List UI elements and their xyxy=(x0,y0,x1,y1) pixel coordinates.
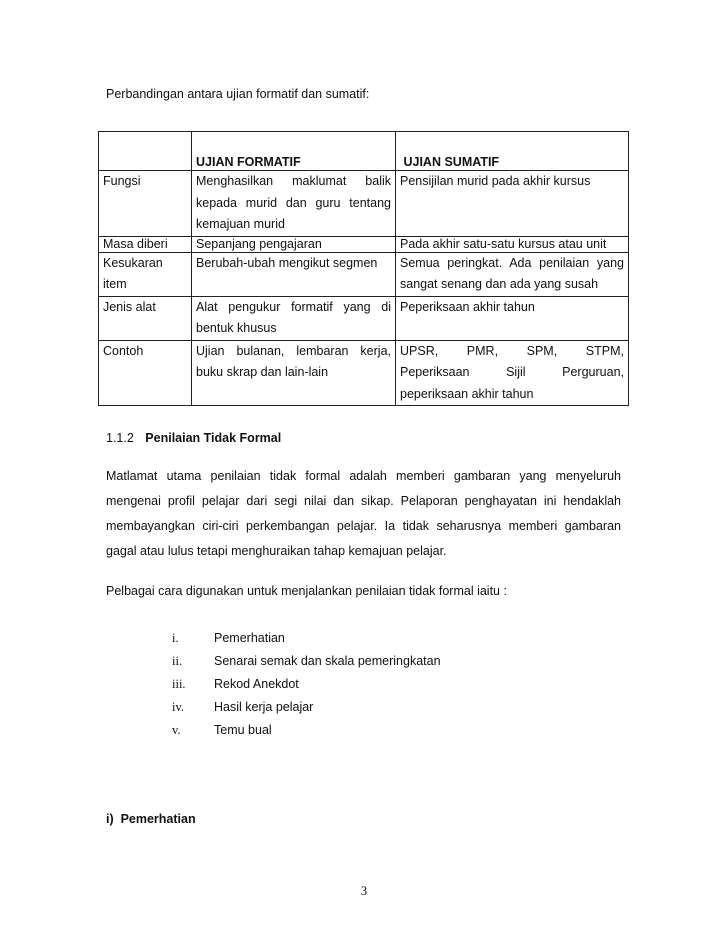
formatif-cell: Alat pengukur formatif yang di bentuk khusus xyxy=(192,296,396,340)
row-label: Kesukaran item xyxy=(99,252,192,296)
header-cell-empty xyxy=(99,132,192,171)
paragraph-methods-intro: Pelbagai cara digunakan untuk menjalankan penilaian tidak formal iaitu : xyxy=(106,584,507,598)
formatif-cell: Sepanjang pengajaran xyxy=(192,236,396,252)
header-cell-formatif: UJIAN FORMATIF xyxy=(192,132,396,171)
row-label: Fungsi xyxy=(99,171,192,237)
sumatif-cell: Peperiksaan akhir tahun xyxy=(396,296,629,340)
list-item: ii. Senarai semak dan skala pemeringkatan xyxy=(172,654,441,668)
table-row xyxy=(99,252,629,296)
list-item: iii. Rekod Anekdot xyxy=(172,677,299,691)
table-row xyxy=(99,340,629,406)
section-title: Penilaian Tidak Formal xyxy=(145,431,282,445)
formatif-cell: Ujian bulanan, lembaran kerja, buku skrap dan lain-lain xyxy=(192,340,396,406)
sumatif-cell: Pada akhir satu-satu kursus atau unit xyxy=(396,236,629,252)
table-row xyxy=(99,296,629,340)
table-row xyxy=(99,171,629,237)
list-item: iv. Hasil kerja pelajar xyxy=(172,700,314,714)
subheading-pemerhatian: i) Pemerhatian xyxy=(106,812,196,826)
methods-list xyxy=(150,630,441,745)
formatif-cell: Menghasilkan maklumat balik kepada murid dan guru tentang kemajuan murid xyxy=(192,171,396,237)
row-label: Jenis alat xyxy=(99,296,192,340)
sumatif-cell: Semua peringkat. Ada penilaian yang sangat senang dan ada yang susah xyxy=(396,252,629,296)
table-row xyxy=(99,236,629,252)
list-item: v. Temu bual xyxy=(172,723,272,737)
table-header-row xyxy=(99,132,629,171)
list-item: i. Pemerhatian xyxy=(172,631,285,645)
section-heading xyxy=(106,431,281,445)
row-label: Contoh xyxy=(99,340,192,406)
row-label: Masa diberi xyxy=(99,236,192,252)
sumatif-cell: UPSR, PMR, SPM, STPM, Peperiksaan Sijil Perguruan, peperiksaan akhir tahun xyxy=(396,340,629,406)
intro-text: Perbandingan antara ujian formatif dan sumatif: xyxy=(106,87,370,101)
sumatif-cell: Pensijilan murid pada akhir kursus xyxy=(396,171,629,237)
section-number: 1.1.2 xyxy=(106,431,134,445)
header-cell-sumatif: UJIAN SUMATIF xyxy=(396,132,629,171)
page-number: 3 xyxy=(360,884,368,898)
formatif-cell: Berubah-ubah mengikut segmen xyxy=(192,252,396,296)
comparison-table xyxy=(98,131,629,406)
paragraph-informal-assessment: Matlamat utama penilaian tidak formal adalah memberi gambaran yang menyeluruh mengenai profil pelajar dari segi nilai dan sikap. Pelaporan penghayatan ini hendaklah membayangkan ciri-ciri perkembangan pelajar. Ia tidak seharusnya memberi gambaran gagal atau lulus tetapi menghuraikan tahap kemajuan pelajar. xyxy=(106,469,621,558)
